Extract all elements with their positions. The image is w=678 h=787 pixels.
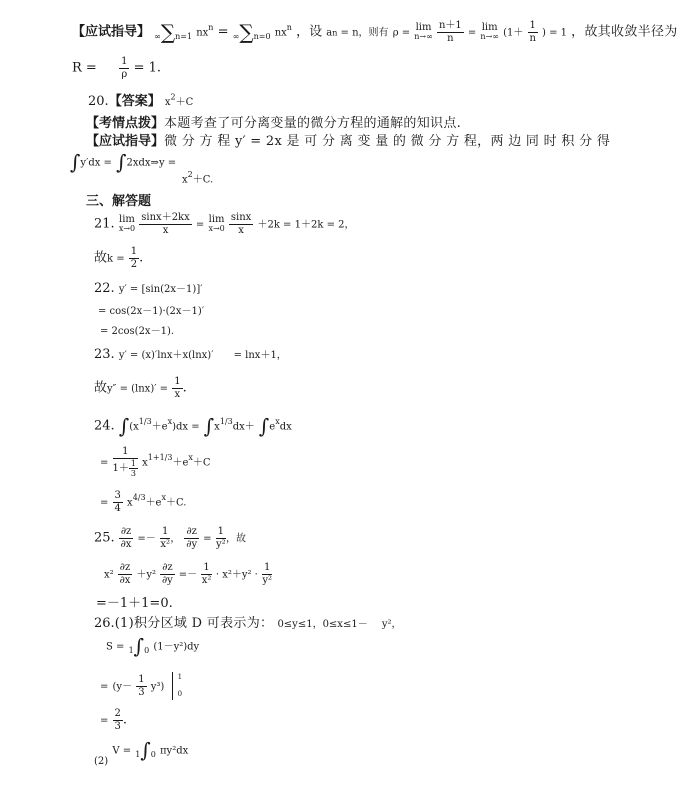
sum2: ∞∑n=0 <box>232 20 271 44</box>
q22c: = 2cos(2x－1). <box>100 326 175 337</box>
q24: 24. $\int(x^{1/3}+e^x)dx = \int x^{1/3}dx+ \int e^xdx$ <box>94 414 292 438</box>
q20b: 【考情点拨】本题考查了可分离变量的微分方程的通解的知识点. <box>86 116 462 131</box>
q23: 23. y′ = (x)′lnx＋x(lnx)′ = lnx＋1， <box>94 347 287 362</box>
l2-frac: $\frac{1}{\rho}$ <box>121 56 128 80</box>
frac2: $\frac{1}{n}$ <box>529 20 536 44</box>
q21b: 故k = $\frac{1}{2}$ . <box>94 246 144 270</box>
q25: 25. $\frac{\partial z}{\partial x}$ =－ $\frac{1}{\text{x²}}$ ， $\frac{\partial z}{\partial y}$ = $\frac{1}{\text{y²}}$ ，故 <box>94 526 246 550</box>
l2: R = $\frac{1}{\rho}$ = 1. <box>72 56 162 80</box>
q26b: S = 1∫0 (1－y²)dy <box>106 634 200 658</box>
q20: 20.【答案】 $x^2+C$ <box>88 92 194 109</box>
lim2: lim n→∞ <box>480 22 499 41</box>
l1-tag: 【应试指导】 <box>72 24 151 40</box>
q21: 21. lim x→0 $\frac{\sin x+2kx}{x}$ = lim x→0 $\frac{\sin x}{x}$ ＋2k = 1＋2k = 2， <box>94 212 355 236</box>
sec3-title: 三、解答题 <box>86 194 152 209</box>
sum1: ∞∑n=1 <box>154 20 193 44</box>
frac1: $\frac{n+1}{n}$ <box>438 20 462 44</box>
q26e: $_{(2)}$ V = 1∫0 πy²dx <box>94 738 189 767</box>
l1: 【应试指导】 ∞∑n=1 $nx^n = \infty\sum n=0$ $nx^n$ ，设 an = n，则有 ρ = lim n→∞ $\frac{n+1}{n}$ = lim n→∞ (1＋ $\frac{1}{n}$ ) = 1 ，故其收敛半径为 <box>72 20 678 44</box>
q24c: = $\frac{3}{4}$ $x^{4/3}+e^x+C$. <box>100 490 187 514</box>
lim1: lim n→∞ <box>414 22 433 41</box>
q26: 26.(1)积分区域 D 可表示为： 0≤y≤1，0≤x≤1－ y²， <box>94 616 402 631</box>
q20d: ∫y′dx = ∫2xdx⇒y = <box>70 150 177 174</box>
q26c: = (y－ $\frac{1}{3}$ y³) 1 0 <box>100 673 183 698</box>
q20c: 【应试指导】微 分 方 程 y′ = 2x 是 可 分 离 变 量 的 微 分 方 程，两 边 同 时 积 分 得 <box>86 134 611 149</box>
q25c: =－1＋1=0. <box>96 596 173 611</box>
q25b: x² $\frac{\partial z}{\partial x}$ ＋y² $\frac{\partial z}{\partial y}$ =－ $\frac{1}{\text{x²}}$ · x²＋y² · $\frac{1}{\text{y²}}$ <box>104 562 273 586</box>
q24b: = 1 1＋ $\frac{1}{3}$ $x^{1+1/3}+e^x+C$ <box>100 446 211 478</box>
q22: 22. y′ = [sin(2x－1)]′ <box>94 281 203 296</box>
q22b: = cos(2x－1)·(2x－1)′ <box>98 306 205 317</box>
q20e: $x^2+C$. <box>182 170 214 186</box>
q23b: 故y″ = (lnx)′ = $\frac{1}{x}$ . <box>94 376 187 400</box>
q26d: = $\frac{2}{3}$ . <box>100 708 128 732</box>
